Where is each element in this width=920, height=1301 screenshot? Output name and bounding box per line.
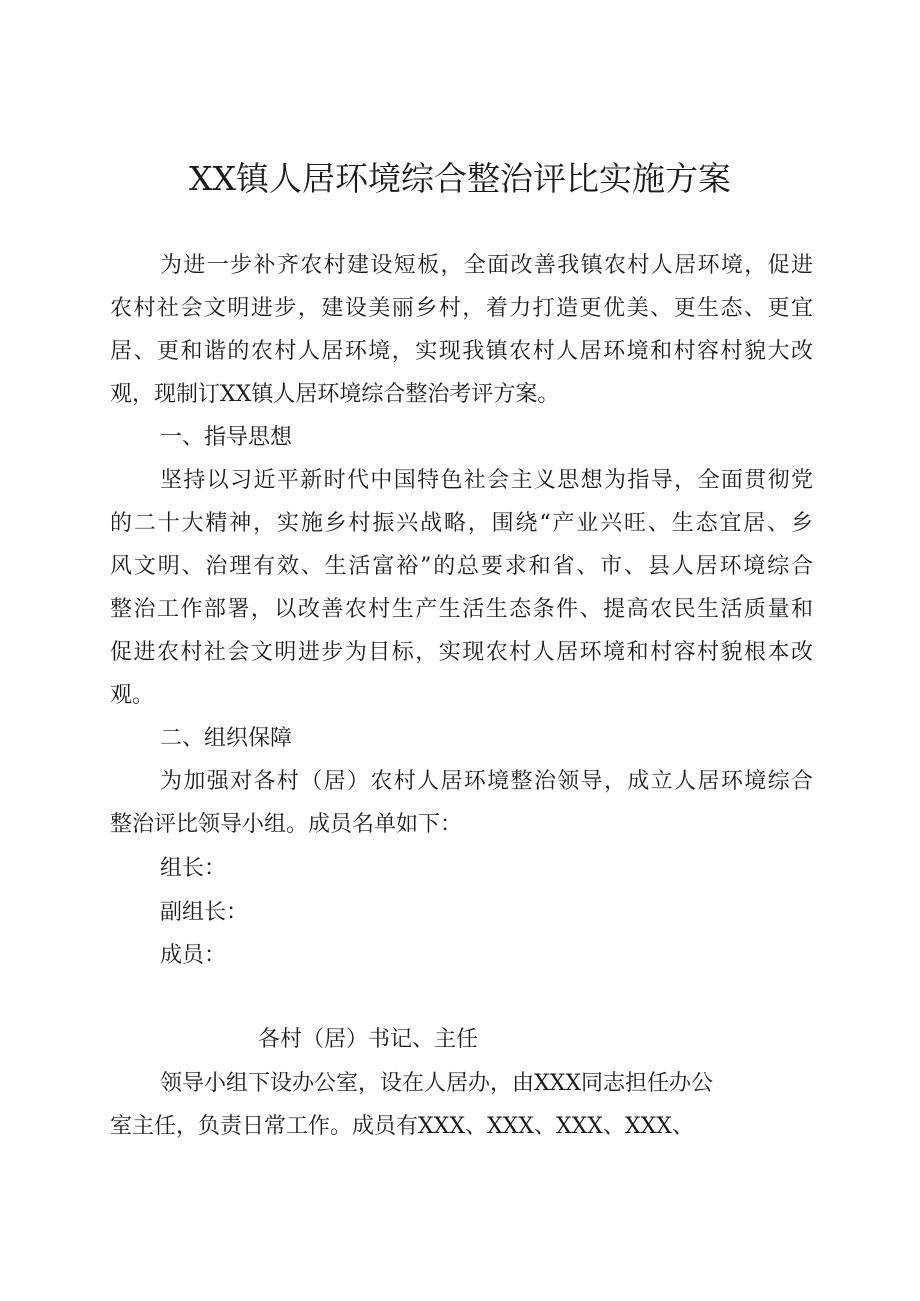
paragraph-line: 风文明、治理有效、生活富裕”的总要求和省、市、县人居环境综合 — [110, 554, 813, 579]
paragraph-line: 观，现制订XX镇人居环境综合整治考评方案。 — [110, 382, 560, 407]
paragraph-line: 为进一步补齐农村建设短板，全面改善我镇农村人居环境，促进 — [160, 253, 813, 278]
members-label: 成员： — [160, 943, 227, 968]
deputy-leader-label: 副组长： — [160, 900, 249, 925]
paragraph-line: 整治工作部署，以改善农村生产生活生态条件、提高农民生活质量和 — [110, 597, 813, 622]
paragraph-line: 居、更和谐的农村人居环境，实现我镇农村人居环境和村容村貌大改 — [110, 339, 813, 364]
section-heading: 二、组织保障 — [160, 726, 293, 751]
paragraph-line: 农村社会文明进步，建设美丽乡村，着力打造更优美、更生态、更宜 — [110, 296, 813, 321]
paragraph-line: 的二十大精神，实施乡村振兴战略，围绕“产业兴旺、生态宜居、乡 — [110, 511, 813, 536]
members-list-line: 各村（居）书记、主任 — [258, 1027, 479, 1052]
paragraph-line: 室主任，负责日常工作。成员有XXX、XXX、XXX、XXX、 — [110, 1114, 694, 1139]
leader-label: 组长： — [160, 856, 227, 881]
paragraph-line: 观。 — [110, 683, 155, 708]
paragraph-line: 坚持以习近平新时代中国特色社会主义思想为指导，全面贯彻党 — [160, 468, 813, 493]
paragraph-line: 促进农村社会文明进步为目标，实现农村人居环境和村容村貌根本改 — [110, 640, 813, 665]
section-heading: 一、指导思想 — [160, 425, 293, 450]
paragraph-line: 整治评比领导小组。成员名单如下： — [110, 812, 463, 837]
paragraph-line: 为加强对各村（居）农村人居环境整治领导，成立人居环境综合 — [160, 769, 813, 794]
paragraph-line: 领导小组下设办公室，设在人居办，由XXX同志担任办公 — [160, 1071, 713, 1096]
document-title: XX镇人居环境综合整治评比实施方案 — [189, 159, 731, 198]
